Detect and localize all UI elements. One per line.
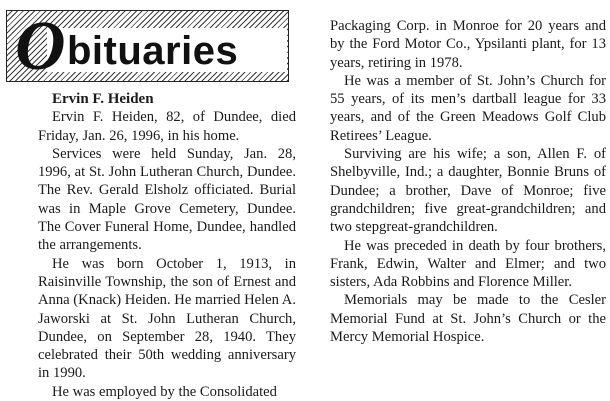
paragraph-services: Services were held Sunday, Jan. 28, 1996, at St. John Lutheran Church, Dundee. The Rev. Gerald Elsholz officiated. Burial was in Maple Grove Cemetery, Dundee. The Cover Funeral Home, Dundee, handled the arrangements. [38, 145, 296, 254]
obituary-name: Ervin F. Heiden [52, 91, 154, 107]
masthead-initial: O [15, 10, 66, 82]
paragraph-preceded: He was preceded in death by four brothers, Frank, Edwin, Walter and Elmer; and two sisters, Ada Robbins and Florence Miller. [330, 237, 606, 291]
paragraph-memberships: He was a member of St. John’s Church for 55 years, of its men’s dartball league for 33 years, and of the Green Meadows Golf Club Retirees’ League. [330, 72, 606, 144]
paragraph-memorials: Memorials may be made to the Cesler Memorial Fund at St. John’s Church or the Mercy Memorial Hospice. [330, 292, 606, 346]
obituaries-masthead [6, 10, 289, 82]
paragraph-employment-start: He was employed by the Consolidated [52, 383, 277, 400]
paragraph-birth-marriage: He was born October 1, 1913, in Raisinville Township, the son of Ernest and Anna (Knack) Heiden. He married Helen A. Jaworski at St. John Lutheran Church, Dundee, on September 28, 1940. They celebrated their 50th wedding anniversary in 1990. [38, 255, 296, 382]
right-column [330, 17, 606, 346]
left-column [38, 90, 296, 401]
paragraph-survivors: Surviving are his wife; a son, Allen F. of Shelbyville, Ind.; a daughter, Bonnie Bruns of Dundee; a brother, Dave of Monroe; five grandchildren; five great-grandchildren; and two stepgreat-grandchildren. [330, 146, 606, 236]
paragraph-intro: Ervin F. Heiden, 82, of Dundee, died Friday, Jan. 26, 1996, in his home. [38, 109, 296, 144]
masthead-title: bituaries [67, 29, 239, 73]
paragraph-employment-continued: Packaging Corp. in Monroe for 20 years and by the Ford Motor Co., Ypsilanti plant, for 13 years, retiring in 1978. [330, 18, 606, 71]
